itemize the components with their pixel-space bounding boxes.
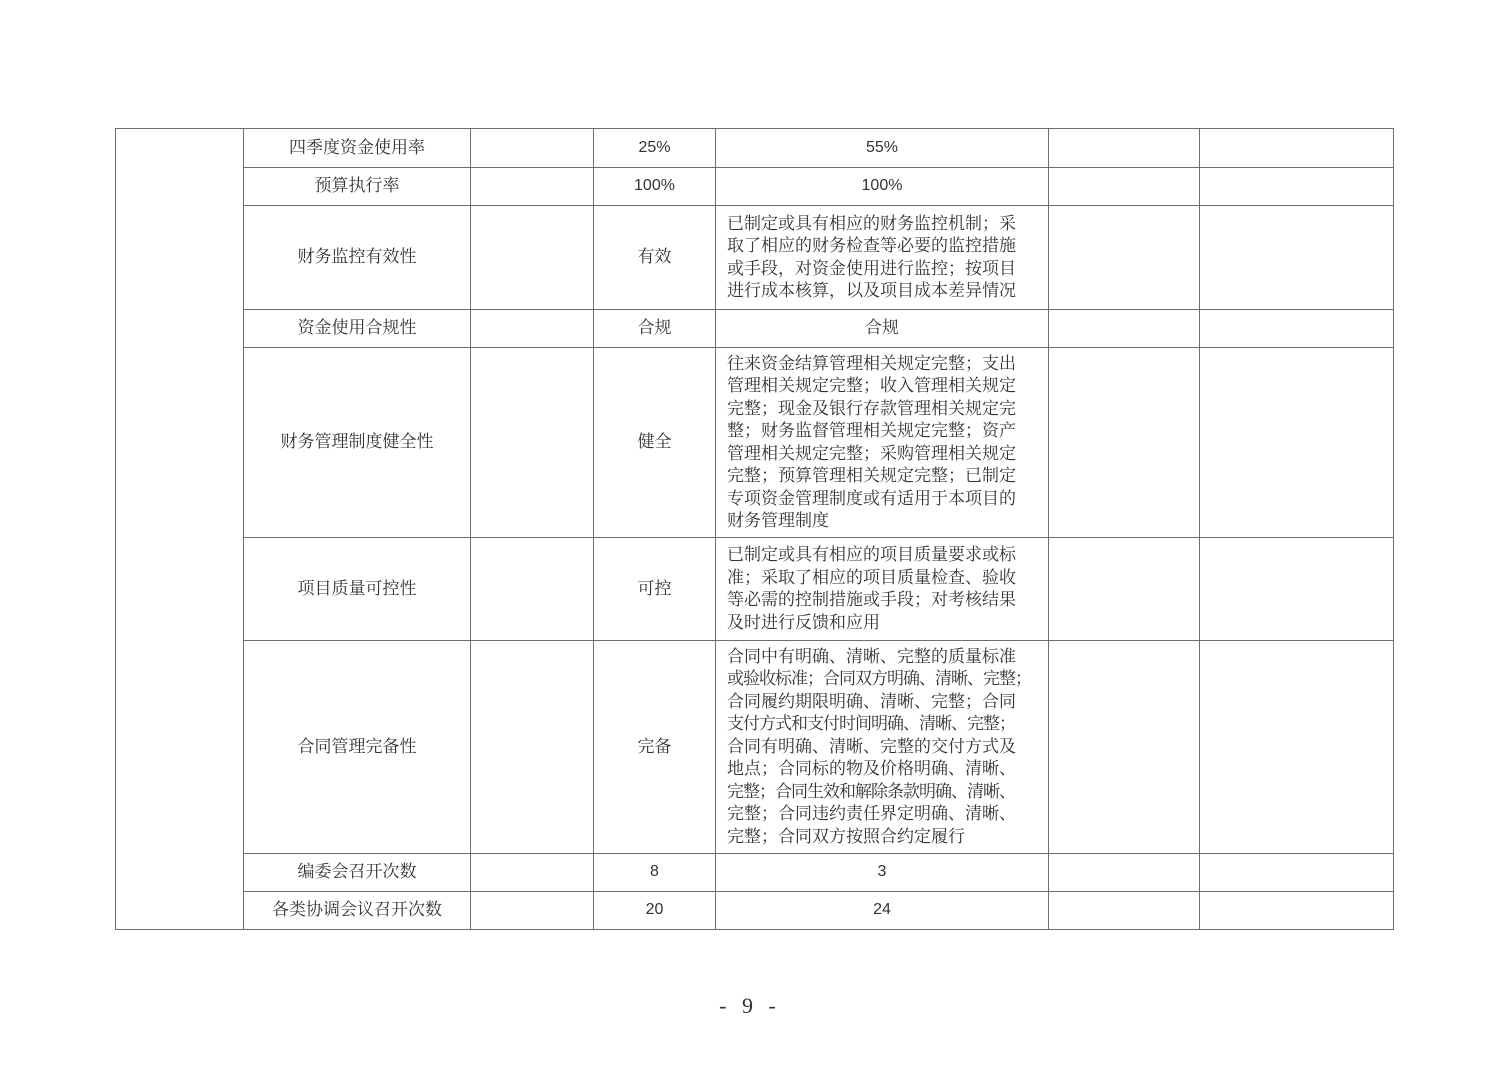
indicator-cell: 资金使用合规性 xyxy=(244,310,471,348)
actual-cell: 24 xyxy=(716,892,1049,930)
actual-line: 往来资金结算管理相关规定完整；支出 xyxy=(727,353,1016,373)
table-row xyxy=(116,348,1394,538)
actual-line: 整；财务监督管理相关规定完整；资产 xyxy=(727,421,1016,440)
indicator-table xyxy=(115,128,1394,930)
blank-cell xyxy=(471,206,594,310)
blank-cell xyxy=(471,641,594,854)
blank-cell xyxy=(471,129,594,168)
blank-cell xyxy=(1049,892,1200,930)
table-row xyxy=(116,538,1394,641)
actual-line: 地点；合同标的物及价格明确、清晰、 xyxy=(727,759,1016,779)
table-row xyxy=(116,206,1394,310)
actual-line: 完整；现金及银行存款管理相关规定完 xyxy=(727,398,1016,418)
table-row xyxy=(116,854,1394,892)
target-cell: 可控 xyxy=(594,538,716,641)
table-row xyxy=(116,641,1394,854)
blank-cell xyxy=(1200,168,1394,206)
actual-line: 等必需的控制措施或手段；对考核结果 xyxy=(727,590,1016,609)
blank-cell xyxy=(1200,892,1394,930)
blank-cell xyxy=(1200,310,1394,348)
blank-cell xyxy=(471,310,594,348)
target-cell: 8 xyxy=(594,854,716,892)
blank-cell xyxy=(471,854,594,892)
blank-cell xyxy=(471,892,594,930)
actual-line: 已制定或具有相应的项目质量要求或标 xyxy=(727,545,1016,564)
actual-line: 财务管理制度 xyxy=(727,511,829,530)
actual-cell: 55% xyxy=(716,129,1049,168)
blank-cell xyxy=(471,168,594,206)
actual-line: 进行成本核算，以及项目成本差异情况 xyxy=(727,281,1016,300)
blank-cell xyxy=(1200,129,1394,168)
blank-cell xyxy=(1049,168,1200,206)
actual-cell xyxy=(716,538,1049,641)
indicator-cell: 财务监控有效性 xyxy=(244,206,471,310)
blank-cell xyxy=(1200,641,1394,854)
actual-line: 完整；合同违约责任界定明确、清晰、 xyxy=(727,804,1016,824)
blank-cell xyxy=(1200,854,1394,892)
actual-line: 支付方式和支付时间明确、清晰、完整； xyxy=(727,714,1015,734)
actual-cell xyxy=(716,348,1049,538)
actual-line: 准；采取了相应的项目质量检查、验收 xyxy=(727,567,1016,587)
actual-line: 专项资金管理制度或有适用于本项目的 xyxy=(727,488,1016,508)
target-cell: 完备 xyxy=(594,641,716,854)
indicator-cell: 四季度资金使用率 xyxy=(244,129,471,168)
blank-cell xyxy=(1049,206,1200,310)
merged-category-cell xyxy=(116,129,244,930)
actual-line: 完整；预算管理相关规定完整；已制定 xyxy=(727,466,1016,485)
actual-line: 合同有明确、清晰、完整的交付方式及 xyxy=(727,736,1016,756)
table-row xyxy=(116,168,1394,206)
actual-line: 及时进行反馈和应用 xyxy=(727,612,880,632)
page-number: - 9 - xyxy=(719,993,781,1018)
table-row xyxy=(116,310,1394,348)
actual-line: 合同履约期限明确、清晰、完整；合同 xyxy=(727,691,1016,711)
target-cell: 合规 xyxy=(594,310,716,348)
actual-line: 管理相关规定完整；采购管理相关规定 xyxy=(727,443,1016,463)
indicator-cell: 项目质量可控性 xyxy=(244,538,471,641)
actual-line: 取了相应的财务检查等必要的监控措施 xyxy=(727,236,1016,255)
indicator-cell: 编委会召开次数 xyxy=(244,854,471,892)
blank-cell xyxy=(1049,348,1200,538)
table-row xyxy=(116,129,1394,168)
blank-cell xyxy=(1049,854,1200,892)
indicator-cell: 合同管理完备性 xyxy=(244,641,471,854)
actual-line: 完整；合同生效和解除条款明确、清晰、 xyxy=(727,781,1015,801)
indicator-cell: 预算执行率 xyxy=(244,168,471,206)
blank-cell xyxy=(1049,641,1200,854)
actual-line: 已制定或具有相应的财务监控机制；采 xyxy=(727,213,1016,233)
target-cell: 100% xyxy=(594,168,716,206)
actual-line: 合同中有明确、清晰、完整的质量标准 xyxy=(727,646,1016,666)
actual-cell: 100% xyxy=(716,168,1049,206)
actual-cell: 3 xyxy=(716,854,1049,892)
blank-cell xyxy=(1049,538,1200,641)
actual-cell xyxy=(716,206,1049,310)
actual-cell: 合规 xyxy=(716,310,1049,348)
blank-cell xyxy=(471,348,594,538)
blank-cell xyxy=(471,538,594,641)
blank-cell xyxy=(1049,129,1200,168)
target-cell: 健全 xyxy=(594,348,716,538)
table-row xyxy=(116,892,1394,930)
actual-line: 完整；合同双方按照合约定履行 xyxy=(727,826,965,846)
blank-cell xyxy=(1200,538,1394,641)
target-cell: 有效 xyxy=(594,206,716,310)
actual-line: 或验收标准；合同双方明确、清晰、完整； xyxy=(727,669,1031,689)
blank-cell xyxy=(1200,348,1394,538)
actual-cell xyxy=(716,641,1049,854)
actual-line: 管理相关规定完整；收入管理相关规定 xyxy=(727,376,1016,395)
target-cell: 25% xyxy=(594,129,716,168)
indicator-cell: 各类协调会议召开次数 xyxy=(244,892,471,930)
actual-line: 或手段，对资金使用进行监控；按项目 xyxy=(727,258,1016,278)
blank-cell xyxy=(1200,206,1394,310)
indicator-cell: 财务管理制度健全性 xyxy=(244,348,471,538)
blank-cell xyxy=(1049,310,1200,348)
target-cell: 20 xyxy=(594,892,716,930)
